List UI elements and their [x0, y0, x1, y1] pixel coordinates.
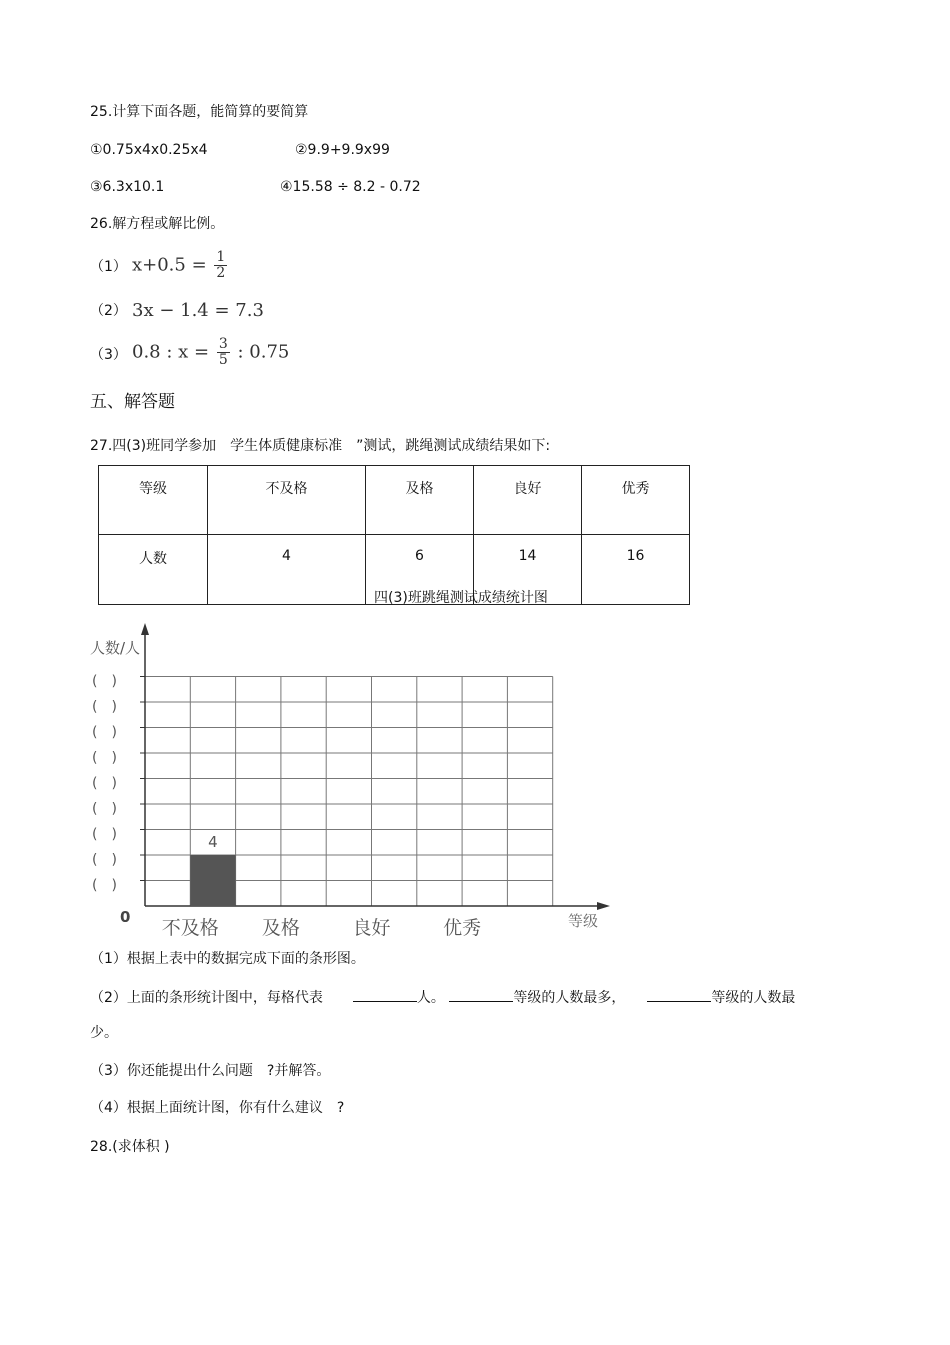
- x-tick-label: 良好: [352, 917, 391, 939]
- bar: [190, 855, 235, 906]
- table-cell: 人数: [99, 535, 208, 605]
- y-tick-label: ( ): [92, 699, 117, 715]
- bar-chart: [80, 615, 640, 945]
- sub2-text-d: 等级的人数最: [711, 990, 796, 1006]
- table-header-row: [99, 466, 690, 535]
- equation-2: 3x − 1.4 = 7.3: [132, 300, 264, 321]
- chart-title: 四(3)班跳绳测试成绩统计图: [374, 590, 548, 606]
- y-tick-label: ( ): [92, 673, 117, 690]
- q27-sub2: [90, 987, 795, 1007]
- equation-1: [132, 250, 229, 281]
- bar-data-label: 4: [208, 833, 218, 851]
- y-tick-label: ( ): [92, 852, 117, 868]
- q26-title: 26.解方程或解比例。: [90, 216, 225, 232]
- equation-3-rhs: : 0.75: [237, 341, 290, 363]
- q25-item-3: ③6.3x10.1: [90, 179, 165, 195]
- y-tick-label: ( ): [92, 826, 117, 843]
- y-tick-label: ( ): [92, 750, 117, 766]
- sub2-text-a: （2）上面的条形统计图中，每格代表: [90, 990, 323, 1006]
- answer-blank-1[interactable]: [353, 987, 417, 1002]
- x-axis-arrow: [597, 902, 610, 910]
- section-title: 五、解答题: [90, 392, 175, 412]
- y-tick-label: ( ): [92, 801, 117, 817]
- q25-item-2: ②9.9+9.9x99: [295, 142, 390, 158]
- origin-label: 0: [120, 908, 131, 926]
- table-cell: 4: [208, 535, 366, 605]
- q27-sub1: （1）根据上表中的数据完成下面的条形图。: [90, 951, 365, 967]
- sub2-text-c: 等级的人数最多，: [513, 990, 626, 1006]
- equation-3-fraction: [217, 337, 230, 368]
- q26-label-3: （3）: [90, 347, 127, 363]
- equation-3-numerator: 3: [218, 336, 228, 352]
- y-axis-arrow: [141, 623, 149, 635]
- table-cell: 优秀: [582, 466, 690, 535]
- x-axis-label: 等级: [568, 912, 599, 930]
- q27-sub2-end: 少。: [90, 1025, 118, 1041]
- equation-3-denominator: 5: [218, 352, 228, 368]
- equation-1-denominator: 2: [216, 265, 226, 281]
- q26-label-1: （1）: [90, 259, 127, 275]
- q27-sub3: （3）你还能提出什么问题 ?并解答。: [90, 1063, 331, 1079]
- answer-blank-3[interactable]: [647, 987, 711, 1002]
- table-cell: 6: [366, 535, 474, 605]
- answer-blank-2[interactable]: [449, 987, 513, 1002]
- equation-3-lhs: 0.8 : x =: [132, 341, 210, 363]
- equation-3: [132, 337, 289, 368]
- table-cell: 及格: [366, 466, 474, 535]
- table-cell: 14: [474, 535, 582, 605]
- grade-table: [98, 465, 690, 605]
- y-axis-label: 人数/人: [90, 639, 141, 657]
- table-cell: 16: [582, 535, 690, 605]
- table-cell: 良好: [474, 466, 582, 535]
- x-tick-label: 不及格: [161, 917, 219, 939]
- equation-1-numerator: 1: [216, 249, 226, 265]
- x-tick-label: 及格: [261, 917, 300, 939]
- q25-item-1: ①0.75x4x0.25x4: [90, 142, 208, 158]
- equation-1-fraction: [214, 250, 227, 281]
- q27-sub4: （4）根据上面统计图，你有什么建议 ?: [90, 1100, 345, 1116]
- q25-title: 25.计算下面各题，能简算的要简算: [90, 104, 309, 120]
- sub2-text-b: 人。: [416, 990, 445, 1006]
- y-tick-label: ( ): [92, 724, 117, 741]
- q25-item-4: ④15.58 ÷ 8.2 - 0.72: [280, 179, 421, 195]
- q28-title: 28.(求体积 ): [90, 1139, 170, 1155]
- x-tick-label: 优秀: [443, 917, 482, 939]
- equation-1-lhs: x+0.5 =: [132, 254, 207, 276]
- table-cell: 不及格: [208, 466, 366, 535]
- q27-intro: 27.四(3)班同学参加 学生体质健康标准 ”测试，跳绳测试成绩结果如下:: [90, 438, 551, 454]
- q26-label-2: （2）: [90, 303, 127, 319]
- y-tick-label: ( ): [92, 775, 117, 792]
- y-tick-label: ( ): [92, 877, 117, 894]
- table-cell: 等级: [99, 466, 208, 535]
